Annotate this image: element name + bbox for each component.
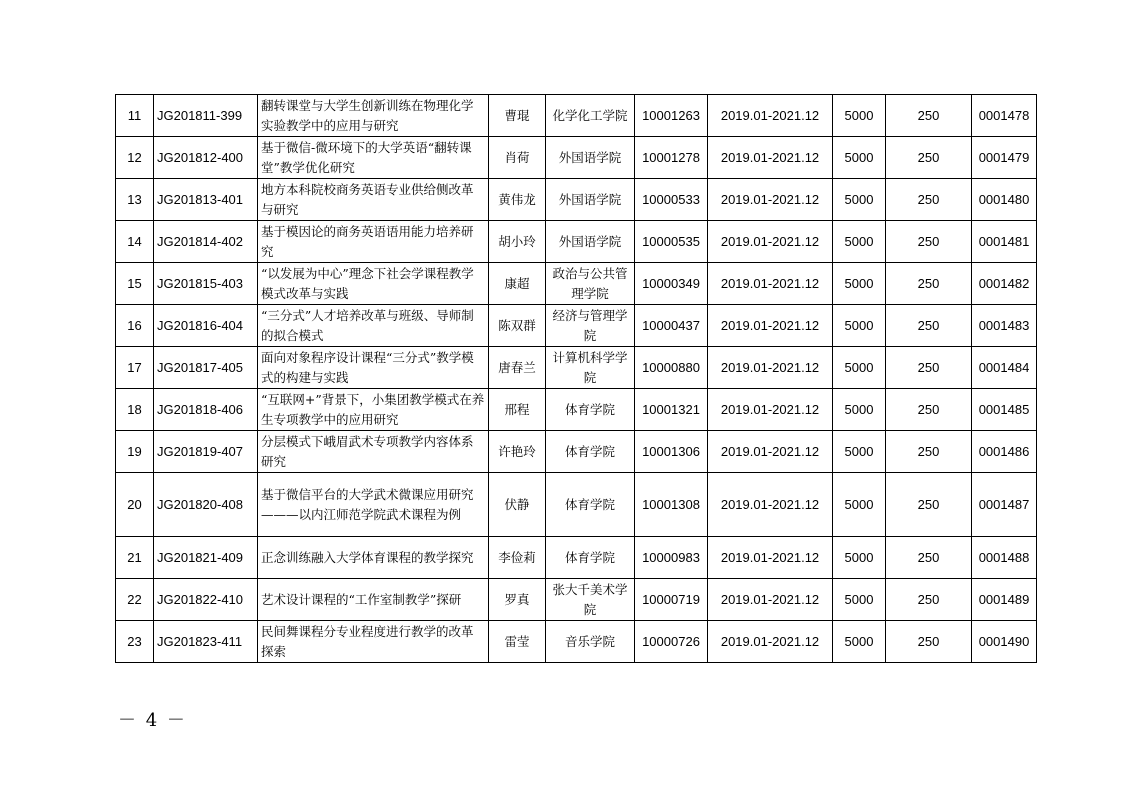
table-row [116, 137, 1037, 179]
staff-number-cell: 10000880 [635, 347, 708, 389]
project-title-cell: 基于微信-微环境下的大学英语“翻转课堂”教学优化研究 [258, 137, 489, 179]
project-period-cell: 2019.01-2021.12 [708, 95, 833, 137]
staff-number-cell: 10001306 [635, 431, 708, 473]
project-leader-cell: 罗真 [489, 579, 546, 621]
row-index-cell: 23 [116, 621, 154, 663]
project-code-cell: JG201817-405 [154, 347, 258, 389]
project-period-cell: 2019.01-2021.12 [708, 221, 833, 263]
project-code-cell: JG201812-400 [154, 137, 258, 179]
staff-number-cell: 10001278 [635, 137, 708, 179]
project-leader-cell: 唐春兰 [489, 347, 546, 389]
project-code-cell: JG201821-409 [154, 537, 258, 579]
row-index-cell: 20 [116, 473, 154, 537]
project-leader-cell: 陈双群 [489, 305, 546, 347]
project-title-cell: 面向对象程序设计课程“三分式”教学模式的构建与实践 [258, 347, 489, 389]
project-period-cell: 2019.01-2021.12 [708, 621, 833, 663]
row-index-cell: 21 [116, 537, 154, 579]
department-cell: 化学化工学院 [546, 95, 635, 137]
funding-amount-cell: 5000 [833, 221, 886, 263]
row-index-cell: 19 [116, 431, 154, 473]
project-title-cell: 分层模式下峨眉武术专项教学内容体系研究 [258, 431, 489, 473]
table-row [116, 621, 1037, 663]
department-cell: 外国语学院 [546, 137, 635, 179]
project-period-cell: 2019.01-2021.12 [708, 137, 833, 179]
management-fee-cell: 250 [886, 621, 972, 663]
project-code-cell: JG201823-411 [154, 621, 258, 663]
row-index-cell: 22 [116, 579, 154, 621]
account-number-cell: 0001483 [972, 305, 1037, 347]
project-title-cell: 翻转课堂与大学生创新训练在物理化学实验教学中的应用与研究 [258, 95, 489, 137]
project-title-cell: “互联网+”背景下，小集团教学模式在养生专项教学中的应用研究 [258, 389, 489, 431]
project-leader-cell: 许艳玲 [489, 431, 546, 473]
project-code-cell: JG201818-406 [154, 389, 258, 431]
project-code-cell: JG201815-403 [154, 263, 258, 305]
account-number-cell: 0001490 [972, 621, 1037, 663]
department-cell: 外国语学院 [546, 179, 635, 221]
project-title-cell: “三分式”人才培养改革与班级、导师制的拟合模式 [258, 305, 489, 347]
row-index-cell: 17 [116, 347, 154, 389]
row-index-cell: 12 [116, 137, 154, 179]
management-fee-cell: 250 [886, 431, 972, 473]
table-row [116, 537, 1037, 579]
project-period-cell: 2019.01-2021.12 [708, 347, 833, 389]
funding-amount-cell: 5000 [833, 305, 886, 347]
management-fee-cell: 250 [886, 389, 972, 431]
project-leader-cell: 雷莹 [489, 621, 546, 663]
project-title-cell: 基于模因论的商务英语语用能力培养研究 [258, 221, 489, 263]
row-index-cell: 13 [116, 179, 154, 221]
staff-number-cell: 10001308 [635, 473, 708, 537]
staff-number-cell: 10000349 [635, 263, 708, 305]
account-number-cell: 0001488 [972, 537, 1037, 579]
funding-amount-cell: 5000 [833, 263, 886, 305]
department-cell: 张大千美术学院 [546, 579, 635, 621]
staff-number-cell: 10000983 [635, 537, 708, 579]
department-cell: 体育学院 [546, 537, 635, 579]
table-row [116, 305, 1037, 347]
page-number: － 4 － [118, 710, 187, 731]
account-number-cell: 0001486 [972, 431, 1037, 473]
staff-number-cell: 10001263 [635, 95, 708, 137]
funding-amount-cell: 5000 [833, 537, 886, 579]
funding-amount-cell: 5000 [833, 431, 886, 473]
staff-number-cell: 10000726 [635, 621, 708, 663]
management-fee-cell: 250 [886, 137, 972, 179]
management-fee-cell: 250 [886, 579, 972, 621]
funding-amount-cell: 5000 [833, 473, 886, 537]
project-code-cell: JG201813-401 [154, 179, 258, 221]
management-fee-cell: 250 [886, 347, 972, 389]
management-fee-cell: 250 [886, 473, 972, 537]
staff-number-cell: 10000533 [635, 179, 708, 221]
funding-amount-cell: 5000 [833, 579, 886, 621]
department-cell: 计算机科学学院 [546, 347, 635, 389]
project-leader-cell: 伏静 [489, 473, 546, 537]
management-fee-cell: 250 [886, 537, 972, 579]
project-leader-cell: 邢程 [489, 389, 546, 431]
row-index-cell: 11 [116, 95, 154, 137]
table-row [116, 263, 1037, 305]
project-leader-cell: 曹琨 [489, 95, 546, 137]
account-number-cell: 0001480 [972, 179, 1037, 221]
project-code-cell: JG201820-408 [154, 473, 258, 537]
table-row [116, 179, 1037, 221]
project-code-cell: JG201814-402 [154, 221, 258, 263]
row-index-cell: 16 [116, 305, 154, 347]
department-cell: 体育学院 [546, 431, 635, 473]
funding-amount-cell: 5000 [833, 389, 886, 431]
table-row [116, 473, 1037, 537]
project-period-cell: 2019.01-2021.12 [708, 473, 833, 537]
account-number-cell: 0001487 [972, 473, 1037, 537]
project-code-cell: JG201816-404 [154, 305, 258, 347]
funding-amount-cell: 5000 [833, 179, 886, 221]
management-fee-cell: 250 [886, 221, 972, 263]
management-fee-cell: 250 [886, 305, 972, 347]
project-title-cell: “以发展为中心”理念下社会学课程教学模式改革与实践 [258, 263, 489, 305]
table-row [116, 347, 1037, 389]
funding-amount-cell: 5000 [833, 621, 886, 663]
table-row [116, 389, 1037, 431]
project-period-cell: 2019.01-2021.12 [708, 305, 833, 347]
project-code-cell: JG201819-407 [154, 431, 258, 473]
department-cell: 体育学院 [546, 473, 635, 537]
project-title-cell: 艺术设计课程的“工作室制教学”探研 [258, 579, 489, 621]
project-table [115, 94, 1037, 663]
project-leader-cell: 胡小玲 [489, 221, 546, 263]
department-cell: 外国语学院 [546, 221, 635, 263]
funding-amount-cell: 5000 [833, 95, 886, 137]
row-index-cell: 15 [116, 263, 154, 305]
project-leader-cell: 李俭莉 [489, 537, 546, 579]
project-leader-cell: 康超 [489, 263, 546, 305]
project-period-cell: 2019.01-2021.12 [708, 263, 833, 305]
project-title-cell: 民间舞课程分专业程度进行教学的改革探索 [258, 621, 489, 663]
account-number-cell: 0001484 [972, 347, 1037, 389]
account-number-cell: 0001489 [972, 579, 1037, 621]
account-number-cell: 0001479 [972, 137, 1037, 179]
project-period-cell: 2019.01-2021.12 [708, 179, 833, 221]
management-fee-cell: 250 [886, 95, 972, 137]
staff-number-cell: 10000437 [635, 305, 708, 347]
department-cell: 体育学院 [546, 389, 635, 431]
project-period-cell: 2019.01-2021.12 [708, 537, 833, 579]
project-code-cell: JG201822-410 [154, 579, 258, 621]
project-code-cell: JG201811-399 [154, 95, 258, 137]
row-index-cell: 14 [116, 221, 154, 263]
department-cell: 经济与管理学院 [546, 305, 635, 347]
project-leader-cell: 肖荷 [489, 137, 546, 179]
project-leader-cell: 黄伟龙 [489, 179, 546, 221]
staff-number-cell: 10000535 [635, 221, 708, 263]
department-cell: 政治与公共管理学院 [546, 263, 635, 305]
funding-amount-cell: 5000 [833, 347, 886, 389]
account-number-cell: 0001481 [972, 221, 1037, 263]
table-body [116, 95, 1037, 663]
staff-number-cell: 10000719 [635, 579, 708, 621]
table-row [116, 95, 1037, 137]
account-number-cell: 0001485 [972, 389, 1037, 431]
project-title-cell: 地方本科院校商务英语专业供给侧改革与研究 [258, 179, 489, 221]
project-period-cell: 2019.01-2021.12 [708, 579, 833, 621]
project-title-cell: 正念训练融入大学体育课程的教学探究 [258, 537, 489, 579]
table-row [116, 579, 1037, 621]
management-fee-cell: 250 [886, 179, 972, 221]
management-fee-cell: 250 [886, 263, 972, 305]
table-row [116, 221, 1037, 263]
funding-amount-cell: 5000 [833, 137, 886, 179]
account-number-cell: 0001478 [972, 95, 1037, 137]
project-period-cell: 2019.01-2021.12 [708, 431, 833, 473]
account-number-cell: 0001482 [972, 263, 1037, 305]
row-index-cell: 18 [116, 389, 154, 431]
table-row [116, 431, 1037, 473]
project-period-cell: 2019.01-2021.12 [708, 389, 833, 431]
project-title-cell: 基于微信平台的大学武术微课应用研究———以内江师范学院武术课程为例 [258, 473, 489, 537]
staff-number-cell: 10001321 [635, 389, 708, 431]
department-cell: 音乐学院 [546, 621, 635, 663]
